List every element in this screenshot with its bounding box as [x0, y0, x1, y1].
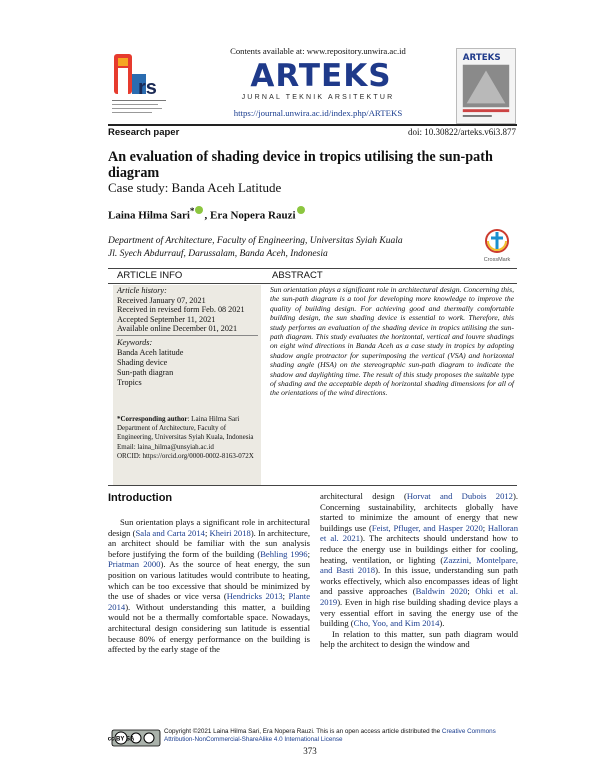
crossmark-icon[interactable]: [478, 228, 516, 264]
author-1: Laina Hilma Sari: [108, 209, 190, 222]
body-text: ;: [307, 548, 310, 559]
body-text: ). The architects should understand how to reduce the energy use in buildings either for cooling, heating, ventilation, or lighting (: [320, 533, 518, 565]
corr-label: *Corresponding author: [117, 415, 188, 423]
history-item: Received January 07, 2021: [117, 295, 206, 305]
body-text: ;: [467, 586, 476, 597]
paper-type: Research paper: [108, 127, 180, 138]
citation-link[interactable]: Cho, Yoo, and Kim 2014: [353, 618, 440, 629]
article-info-heading: ARTICLE INFO: [117, 270, 183, 281]
history-item: Available online December 01, 2021: [117, 324, 238, 334]
cc-license-icon[interactable]: [107, 730, 160, 746]
corr-orcid[interactable]: ORCID: https://orcid.org/0000-0002-8163-072X: [117, 451, 254, 460]
citation-link[interactable]: Zazzini, Montelpare, and Basti 2018: [320, 554, 518, 576]
svg-text:ARTEKS: ARTEKS: [462, 52, 501, 63]
info-rule: [108, 485, 517, 486]
history-label: Article history:: [117, 286, 167, 295]
body-text: ). Without understanding this matter, a building would not be a thermally comfortable space. Nowadays, architectural design considering sun latitude is essential because 80% of energy performance on the building is affected by the early stage of the: [108, 601, 310, 655]
body-text: architectural design (: [320, 491, 407, 501]
abstract-text: Sun orientation plays a significant role in architectural design. Concerning this, the sun-path diagram is a tool for developing more knowledge to improve the quality of building design. For achieving good and thermally comfortable building design, the sun shading device is essential to work. Therefore, this study performs an evaluation of the shading device in tropics utilising the sun-path diagram. This study evaluates the horizontal, vertical and louvre shadings on eight wind directions in Banda Aceh as a case study in tropics by adopting shadow angle protractor for superimposing the vertical (VSA) and horizontal shading angle (HSA) on the stereographic sun-path diagram to indicate the shadow and daylighting time. The result of this study proposes the suitable type of shading and the acceptable depth of horizontal shading dimensions for all of the orientations of the wind directions.: [270, 285, 514, 398]
article-subtitle: Case study: Banda Aceh Latitude: [108, 180, 282, 195]
article-history: [117, 286, 245, 334]
journal-url-link[interactable]: https://journal.unwira.ac.id/index.php/ARTEKS: [233, 108, 403, 118]
contents-line: Contents available at: www.repository.unwira.ac.id: [230, 46, 406, 56]
abstract-heading: ABSTRACT: [272, 270, 323, 281]
body-text: ).: [439, 618, 445, 629]
corr-email[interactable]: Email: laina_hilma@unsyiah.ac.id: [117, 442, 214, 451]
doi[interactable]: doi: 10.30822/arteks.v6i3.877: [408, 127, 516, 137]
citation-link[interactable]: Feist, Pfluger, and Hasper 2020: [371, 522, 483, 533]
keyword: Sun-path diagran: [117, 368, 174, 377]
body-text: ;: [282, 591, 289, 602]
affiliation: [108, 235, 468, 261]
article-title: An evaluation of shading device in tropics utilising the sun-path diagram: [108, 149, 493, 181]
corr-text: : Laina Hilma Sari Department of Architecture, Faculty of Engineering, Universitas Syiah Kuala, Indonesia: [117, 415, 254, 442]
keyword: Shading device: [117, 358, 168, 367]
copyright-text: Copyright ©2021 Laina Hilma Sari, Era Nopera Rauzi. This is an open access article distributed the: [164, 728, 442, 735]
info-rule: [108, 283, 517, 284]
svg-text:cc BY SA: cc BY SA: [107, 736, 135, 743]
citation-link[interactable]: Halloran et al. 2021: [320, 522, 518, 544]
history-item: Accepted September 11, 2021: [117, 314, 216, 324]
keyword: Tropics: [117, 378, 142, 387]
corresponding-author: [117, 415, 260, 461]
keywords-label: Keywords:: [117, 338, 153, 347]
section-heading-introduction: Introduction: [108, 492, 173, 504]
body-column-1: [108, 517, 310, 655]
body-text: ). Even in high rise building shading device plays a very essential effort in saving the energy use of the building (: [320, 596, 518, 629]
svg-text:rs: rs: [138, 77, 157, 99]
journal-logo: [108, 50, 170, 122]
journal-cover-image: [456, 48, 516, 124]
journal-name: ARTEKS: [250, 58, 392, 94]
citation-link[interactable]: Hendricks 2013: [226, 591, 283, 602]
body-text: ;: [204, 527, 210, 538]
body-text: ). In architecture, an architect should be familiar with the sun analysis before justifying the form of the building (: [108, 527, 310, 559]
body-text: Sun orientation plays a significant role in architectural design (: [108, 517, 310, 538]
corresponding-mark: *: [189, 206, 195, 216]
citation-link[interactable]: Baldwin 2020: [415, 586, 468, 597]
author-separator: ,: [204, 209, 210, 222]
header-rule: [108, 124, 517, 126]
citation-link[interactable]: Horvat and Dubois 2012: [406, 491, 513, 501]
info-rule: [108, 268, 517, 269]
license-link[interactable]: Creative Commons Attribution-NonCommercial-ShareAlike 4.0 International License: [164, 728, 496, 744]
affiliation-line: Jl. Syech Abdurrauf, Darussalam, Banda Aceh, Indonesia: [108, 249, 328, 259]
orcid-icon[interactable]: [195, 206, 203, 214]
citation-link[interactable]: Behling 1996: [260, 548, 308, 559]
body-text: ;: [482, 522, 488, 533]
authors: [108, 206, 306, 222]
citation-link[interactable]: Sala and Carta 2014: [135, 527, 205, 538]
body-text: ). In this issue, understanding sun path works effectively, which also encompasses ideas of light and passive approaches (: [320, 565, 518, 597]
history-item: Received in revised form Feb. 08 2021: [117, 305, 245, 315]
page-number: 373: [303, 746, 317, 756]
author-2: Era Nopera Rauzi: [209, 209, 296, 222]
citation-link[interactable]: Ohki et al. 2019: [320, 586, 518, 607]
journal-subtitle: JURNAL TEKNIK ARSITEKTUR: [241, 94, 395, 101]
orcid-icon[interactable]: [297, 206, 305, 214]
body-column-2: [320, 491, 518, 650]
body-paragraph: In relation to this matter, sun path diagram would help the architect to design the window and: [320, 628, 518, 650]
svg-text:CrossMark: CrossMark: [483, 257, 511, 263]
citation-link[interactable]: Plante 2014: [108, 591, 311, 612]
affiliation-line: Department of Architecture, Faculty of Engineering, Universitas Syiah Kuala: [108, 236, 403, 246]
keyword: Banda Aceh latitude: [117, 348, 184, 357]
citation-link[interactable]: Priatman 2000: [108, 559, 161, 570]
body-paragraph: [320, 491, 518, 629]
info-separator: [116, 335, 258, 336]
citation-link[interactable]: Kheiri 2018: [209, 527, 251, 538]
body-text: ). Concerning sustainability, architects globally have started to minimize the amount of energy that new buildings use (: [320, 491, 518, 533]
body-text: ). As the source of heat energy, the sun position on various latitudes would contribute to heating, which can be too excessive that should be minimized by the use of shades or vice versa (: [108, 559, 310, 602]
keywords: [117, 338, 183, 388]
copyright-notice: [164, 728, 518, 745]
